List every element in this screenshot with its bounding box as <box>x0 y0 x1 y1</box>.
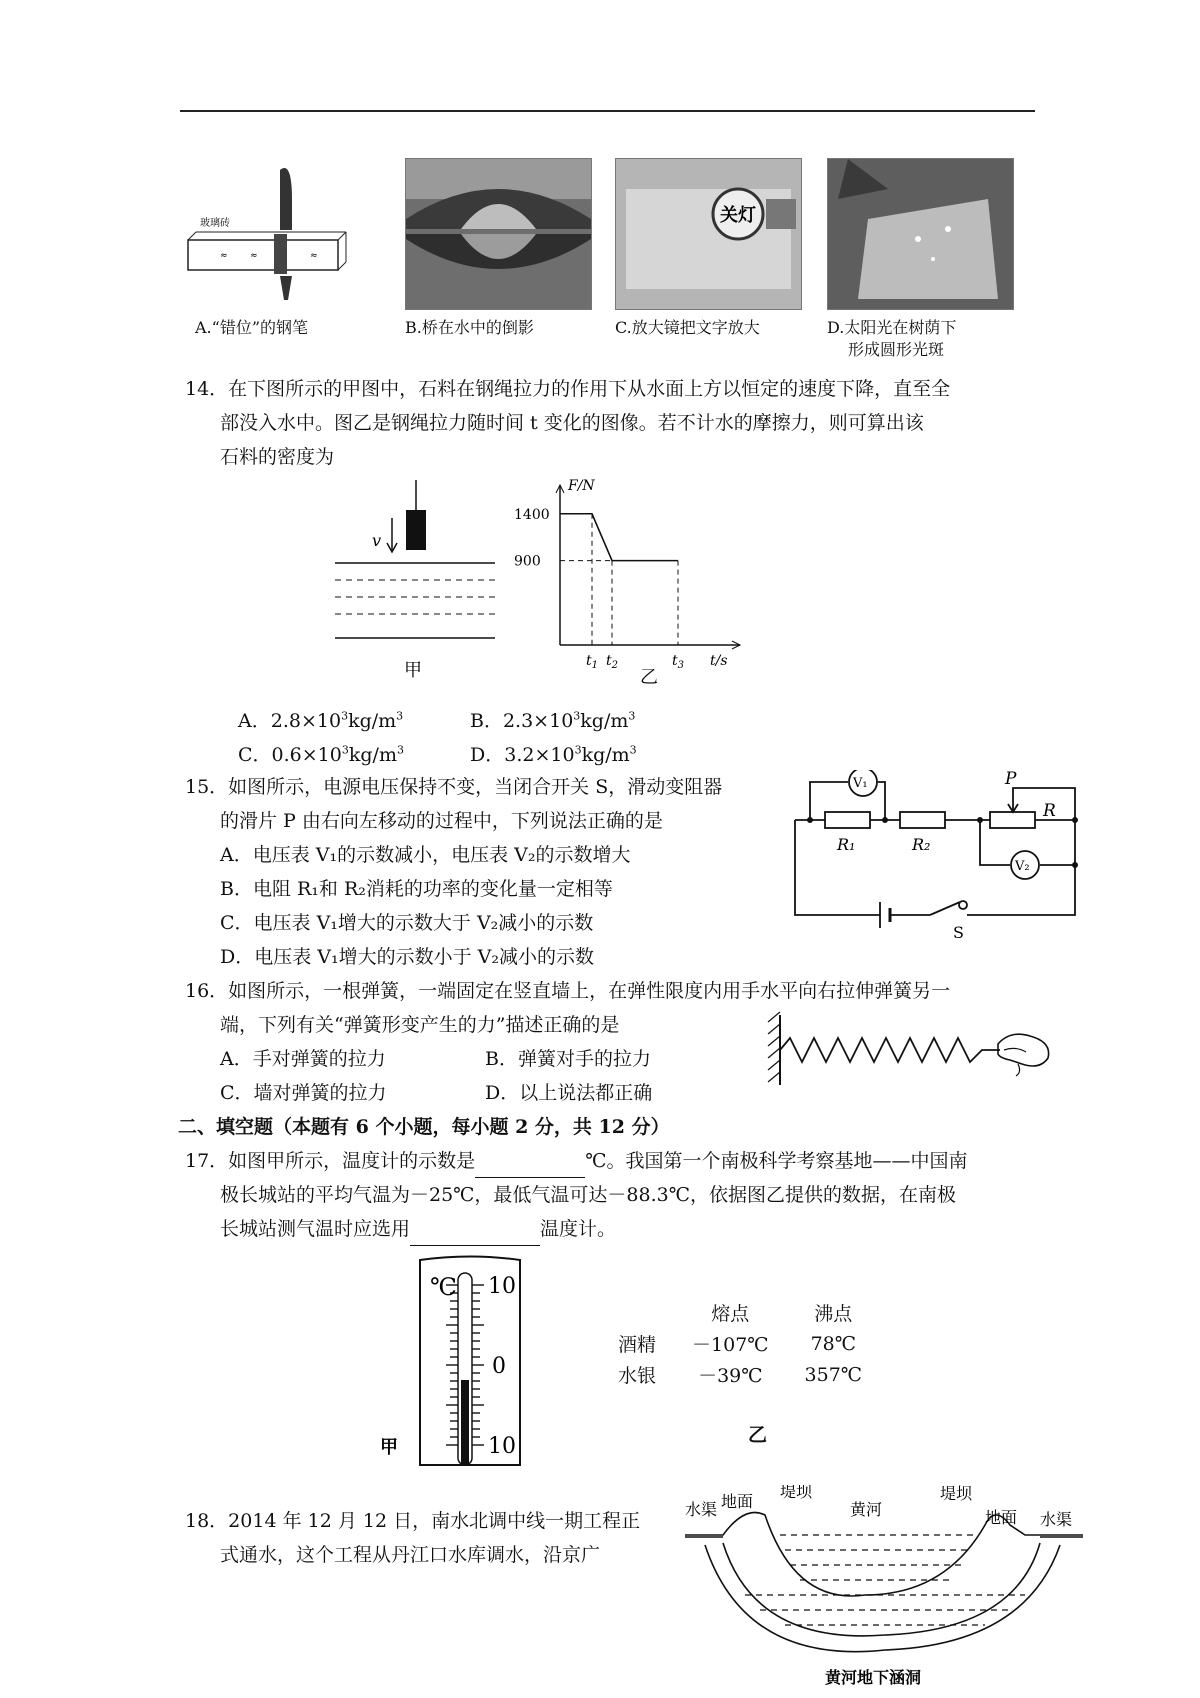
q17-blank-1[interactable] <box>475 1159 585 1178</box>
q17-thermometer-figure <box>370 1255 550 1470</box>
table-row: 酒精 －107℃ 78℃ <box>618 1332 857 1356</box>
q15-option-a[interactable]: A．电压表 V₁的示数减小，电压表 V₂的示数增大 <box>220 844 631 866</box>
force-series-line <box>560 514 678 561</box>
p-label: P <box>1005 770 1017 789</box>
dam-left-label: 堤坝 <box>780 1485 813 1501</box>
x-axis-label: t/s <box>710 653 728 669</box>
q15-option-c[interactable]: C．电压表 V₁增大的示数大于 V₂减小的示数 <box>220 912 594 934</box>
caption-d: D.太阳光在树荫下 <box>827 318 957 337</box>
x-tick-label: $t_1$ <box>586 653 599 671</box>
canal-right-label: 水渠 <box>1040 1510 1073 1529</box>
fig-jia-label-17: 甲 <box>380 1437 398 1458</box>
thermo-tick-10: 10 <box>488 1274 516 1299</box>
q16-option-a[interactable]: A．手对弹簧的拉力 <box>220 1048 386 1070</box>
q14-force-chart <box>505 470 760 685</box>
svg-text:≈: ≈ <box>220 251 228 261</box>
q15-line2: 的滑片 P 由右向左移动的过程中，下列说法正确的是 <box>220 810 663 832</box>
x-tick-label: $t_3$ <box>672 653 685 671</box>
svg-text:≈: ≈ <box>250 251 258 261</box>
q18-tunnel-figure <box>685 1485 1085 1690</box>
option-b-bridge-photo <box>405 158 592 310</box>
r-label: R <box>1043 801 1056 821</box>
q15-circuit-diagram <box>785 770 1090 940</box>
q16-spring-figure <box>760 1010 1060 1090</box>
svg-text:≈: ≈ <box>310 251 318 261</box>
glass-brick-label: 玻璃砖 <box>200 218 230 229</box>
q14-option-c[interactable]: C．$0.6\times 10^3kg/m^3$ <box>238 743 404 766</box>
q15-option-d[interactable]: D．电压表 V₁增大的示数小于 V₂减小的示数 <box>220 946 594 968</box>
tunnel-label: 黄河地下涵洞 <box>825 1668 922 1687</box>
thermo-tick-minus10: 10 <box>488 1434 516 1459</box>
y-tick-label: 1400 <box>514 506 550 523</box>
caption-a: A.“错位”的钢笔 <box>195 318 309 337</box>
fig-jia-label: 甲 <box>404 660 422 680</box>
q18-line1: 18．2014 年 12 月 12 日，南水北调中线一期工程正 <box>185 1510 641 1532</box>
q16-option-b[interactable]: B．弹簧对手的拉力 <box>485 1048 651 1070</box>
q17-line1: 17．如图甲所示，温度计的示数是 ℃。我国第一个南极科学考察基地——中国南 <box>185 1144 967 1178</box>
caption-b: B.桥在水中的倒影 <box>405 318 534 337</box>
q14-figure-jia <box>330 480 500 680</box>
q16-option-d[interactable]: D．以上说法都正确 <box>485 1082 653 1104</box>
q14-line2: 部没入水中。图乙是钢绳拉力随时间 t 变化的图像。若不计水的摩擦力，则可算出该 <box>220 412 924 434</box>
q14-option-d[interactable]: D．$3.2\times 10^3kg/m^3$ <box>470 743 637 766</box>
option-d-shade-photo <box>827 158 1014 310</box>
caption-c: C.放大镜把文字放大 <box>615 318 760 337</box>
q15-option-b[interactable]: B．电阻 R₁和 R₂消耗的功率的变化量一定相等 <box>220 878 613 900</box>
sign-label: 关灯 <box>720 205 756 226</box>
table-header-row: 熔点 沸点 <box>711 1303 853 1325</box>
option-a-pen-figure <box>180 160 360 310</box>
x-tick-label: $t_2$ <box>606 653 619 671</box>
section-2-heading: 二、填空题（本题有 6 个小题，每小题 2 分，共 12 分） <box>178 1116 670 1138</box>
river-label: 黄河 <box>850 1500 883 1519</box>
thermo-tick-0: 0 <box>492 1354 506 1379</box>
velocity-label: v <box>372 531 382 550</box>
y-axis-label: F/N <box>568 478 595 494</box>
q14-option-a[interactable]: A．$2.8\times 10^3kg/m^3$ <box>238 709 404 732</box>
canal-left-label: 水渠 <box>685 1500 718 1519</box>
q16-line2: 端，下列有关“弹簧形变产生的力”描述正确的是 <box>220 1014 620 1036</box>
v1-label: V₁ <box>853 776 868 791</box>
v2-label: V₂ <box>1015 859 1030 874</box>
q14-line3: 石料的密度为 <box>220 446 335 468</box>
q14-line1: 14．在下图所示的甲图中，石料在钢绳拉力的作用下从水面上方以恒定的速度下降，直至全 <box>185 378 951 400</box>
ground-left-label: 地面 <box>721 1492 754 1511</box>
caption-d-line2: 形成圆形光斑 <box>848 340 945 359</box>
q17-line3: 长城站测气温时应选用 温度计。 <box>220 1212 616 1246</box>
q15-line1: 15．如图所示，电源电压保持不变，当闭合开关 S，滑动变阻器 <box>185 776 723 798</box>
q17-melting-table <box>600 1297 880 1390</box>
q17-blank-2[interactable] <box>410 1227 540 1246</box>
q16-option-c[interactable]: C．墙对弹簧的拉力 <box>220 1082 387 1104</box>
ground-right-label: 地面 <box>985 1508 1018 1527</box>
q17-line2: 极长城站的平均气温为－25℃，最低气温可达－88.3℃，依据图乙提供的数据，在南极 <box>220 1184 956 1206</box>
fig-yi-label-17: 乙 <box>748 1424 768 1446</box>
q18-line2: 式通水，这个工程从丹江口水库调水，沿京广 <box>220 1544 601 1566</box>
q14-option-b[interactable]: B．$2.3\times 10^3kg/m^3$ <box>470 709 636 732</box>
s-label: S <box>953 923 964 940</box>
thermo-unit: ℃ <box>430 1273 457 1301</box>
fig-yi-label: 乙 <box>640 667 658 685</box>
header-rule <box>180 110 1035 112</box>
table-row: 水银 －39℃ 357℃ <box>618 1363 863 1387</box>
option-c-magnifier-photo <box>615 158 802 310</box>
r2-label: R₂ <box>912 835 931 854</box>
dam-right-label: 堤坝 <box>940 1485 973 1503</box>
r1-label: R₁ <box>837 835 856 854</box>
y-tick-label: 900 <box>514 553 541 570</box>
q16-line1: 16．如图所示，一根弹簧，一端固定在竖直墙上，在弹性限度内用手水平向右拉伸弹簧另一 <box>185 980 951 1002</box>
